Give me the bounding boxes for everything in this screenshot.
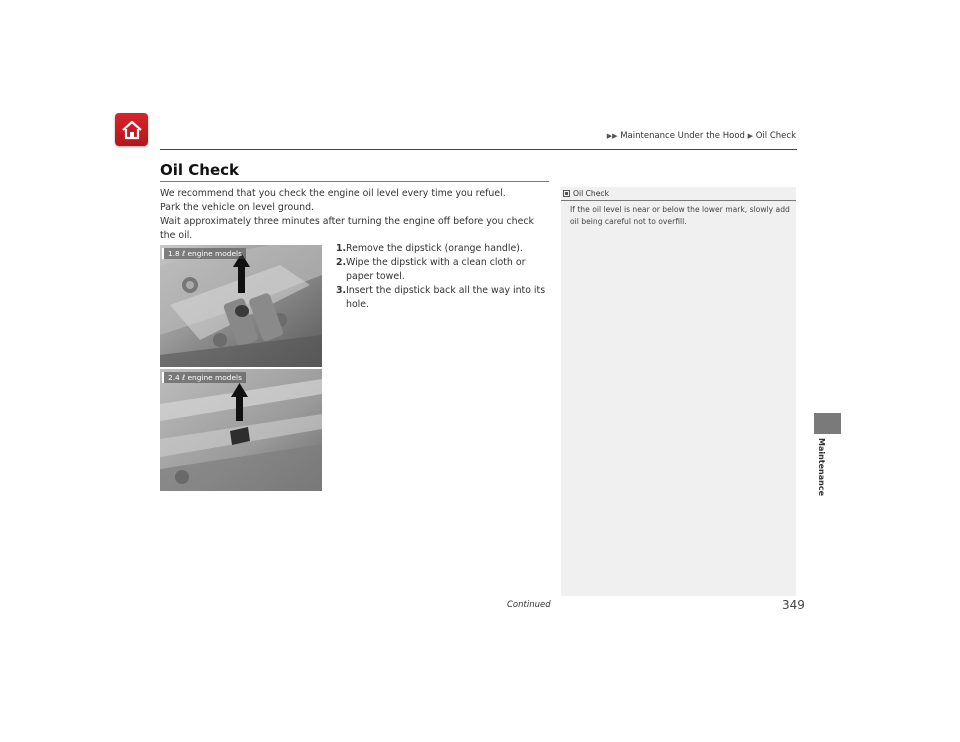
continued-label: Continued — [507, 600, 551, 610]
step-item — [336, 242, 551, 256]
note-panel — [561, 187, 796, 596]
breadcrumb-link-maintenance-under-the-hood[interactable]: Maintenance Under the Hood — [620, 131, 745, 141]
step-list — [336, 242, 551, 312]
engine-image-2-4 — [160, 369, 322, 491]
section-tab[interactable] — [814, 413, 841, 434]
breadcrumb — [607, 131, 796, 141]
step-item — [336, 256, 551, 284]
image-label: 2.4 ℓ engine models — [162, 372, 246, 383]
note-body: If the oil level is near or below the lower mark, slowly add oil being careful not to overfill. — [570, 205, 790, 226]
step-text: Remove the dipstick (orange handle). — [346, 243, 523, 254]
step-text: Insert the dipstick back all the way into its hole. — [346, 285, 546, 310]
intro-line: Wait approximately three minutes after turning the engine off before you check the oil. — [160, 216, 534, 241]
home-icon — [121, 120, 143, 140]
step-text: Wipe the dipstick with a clean cloth or paper towel. — [346, 257, 526, 282]
note-marker-icon — [563, 190, 570, 197]
breadcrumb-current-oil-check[interactable]: Oil Check — [755, 131, 796, 141]
note-heading — [561, 187, 796, 201]
note-heading-text: Oil Check — [573, 189, 609, 198]
home-button[interactable] — [115, 113, 148, 146]
page-number: 349 — [782, 598, 805, 612]
breadcrumb-separator-icon: ▶ — [747, 132, 754, 140]
step-number: 1. — [336, 243, 347, 254]
intro-line: We recommend that you check the engine oil level every time you refuel. — [160, 188, 506, 199]
page-title: Oil Check — [160, 161, 239, 179]
image-label: 1.8 ℓ engine models — [162, 248, 246, 259]
section-label: Maintenance — [817, 438, 826, 497]
engine-image-1-8 — [160, 245, 322, 367]
step-number: 3. — [336, 285, 347, 296]
title-divider — [160, 181, 549, 182]
intro-text — [160, 187, 552, 243]
intro-line: Park the vehicle on level ground. — [160, 202, 315, 213]
breadcrumb-marker: ▶▶ — [606, 132, 618, 140]
header-divider — [160, 149, 797, 150]
step-number: 2. — [336, 257, 347, 268]
step-item — [336, 284, 551, 312]
